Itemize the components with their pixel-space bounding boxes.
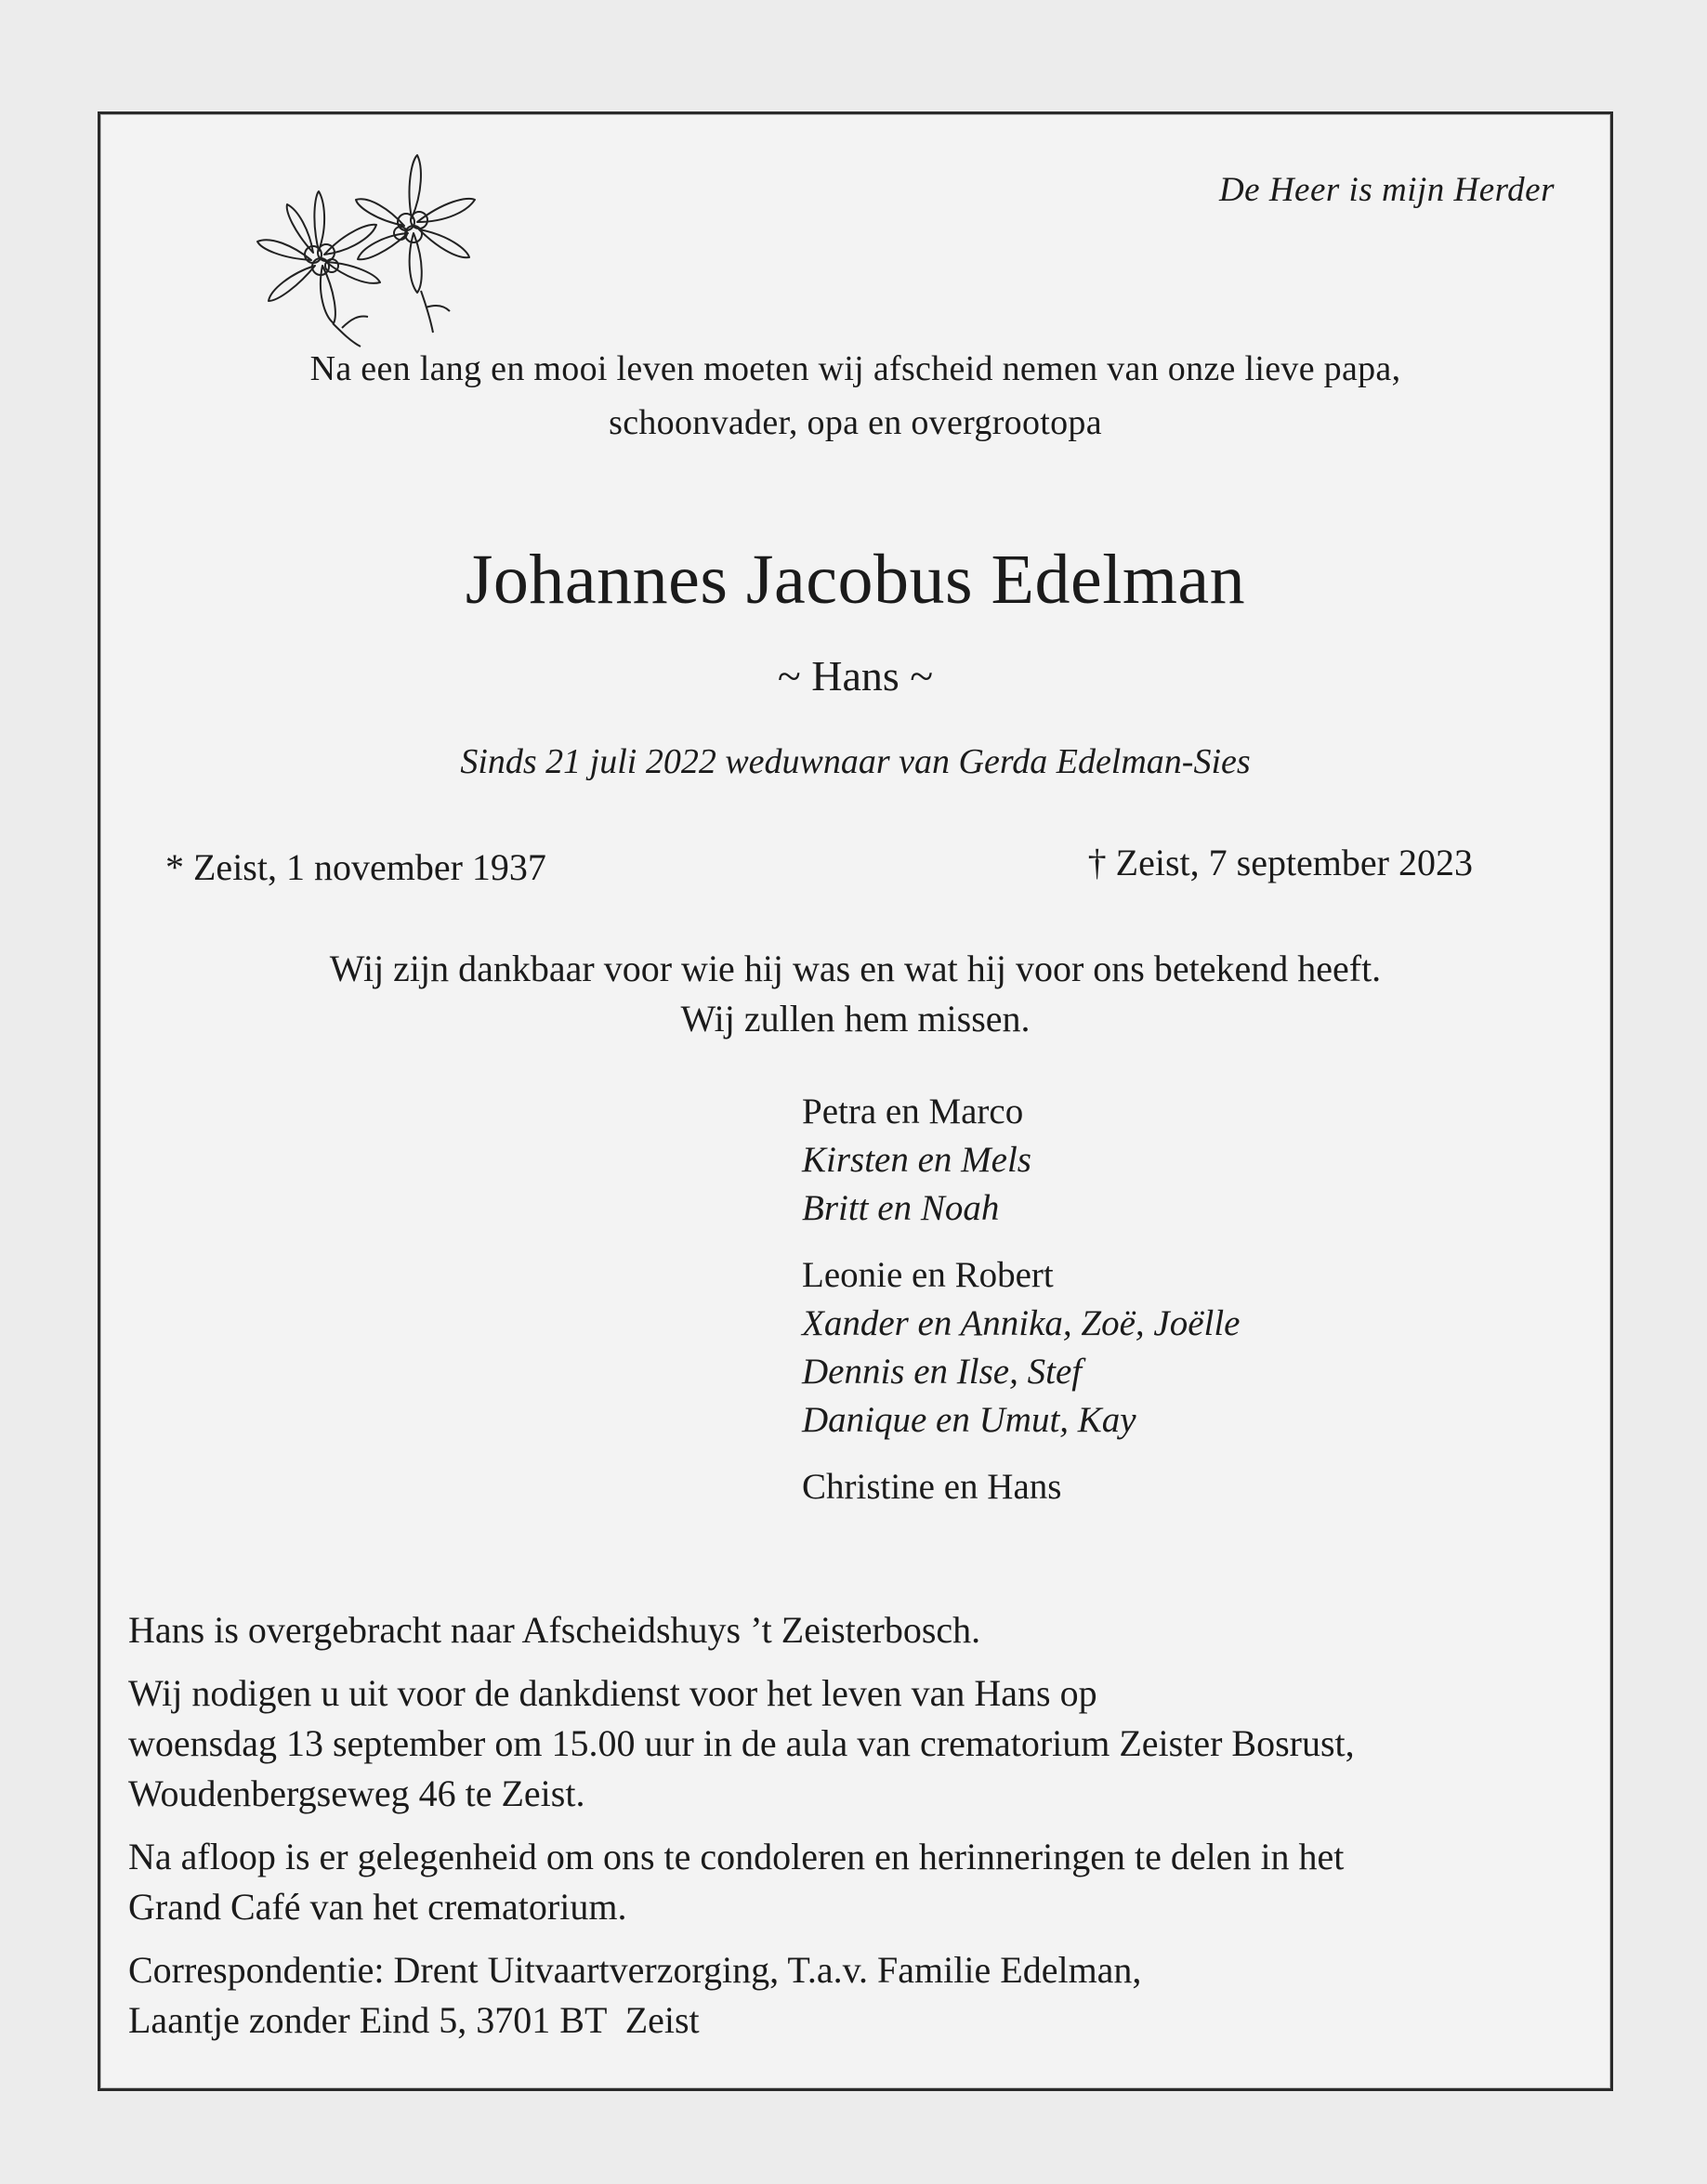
intro-line: Na een lang en mooi leven moeten wij afscheid nemen van onze lieve papa,: [309, 349, 1401, 388]
correspondence-line: Correspondentie: Drent Uitvaartverzorging, T.a.v. Familie Edelman,: [128, 1949, 1142, 1991]
obituary-card: [98, 111, 1613, 2091]
family-list: [802, 1088, 1241, 1530]
family-member: Kirsten en Mels: [802, 1140, 1031, 1180]
nickname: ~ Hans ~: [777, 652, 934, 700]
condolence-text: [128, 1832, 1587, 1932]
motto: De Heer is mijn Herder: [1218, 171, 1555, 209]
family-group: [802, 1088, 1241, 1233]
service-info: [128, 1605, 1587, 2059]
transfer-line: Hans is overgebracht naar Afscheidshuys ’t Zeisterbosch.: [128, 1609, 981, 1651]
widower-note: Sinds 21 juli 2022 weduwnaar van Gerda Edelman-Sies: [460, 742, 1251, 781]
intro-text: [100, 342, 1610, 450]
family-member: Dennis en Ilse, Stef: [802, 1352, 1083, 1392]
service-line: woensdag 13 september om 15.00 uur in de aula van crematorium Zeister Bosrust,: [128, 1722, 1355, 1764]
death-date: † Zeist, 7 september 2023: [1087, 842, 1473, 883]
edelweiss-flowers-icon: [212, 133, 519, 356]
family-head: Petra en Marco: [802, 1092, 1024, 1131]
thanks-text: [100, 944, 1610, 1044]
correspondence-text: [128, 1945, 1587, 2046]
correspondence-line: Laantje zonder Eind 5, 3701 BT Zeist: [128, 1999, 700, 2041]
family-head: Christine en Hans: [802, 1467, 1062, 1507]
condolence-line: Na afloop is er gelegenheid om ons te condoleren en herinneringen te delen in het: [128, 1836, 1345, 1877]
family-member: Britt en Noah: [802, 1188, 1000, 1228]
family-group: [802, 1251, 1241, 1445]
condolence-line: Grand Café van het crematorium.: [128, 1886, 627, 1928]
family-group: [802, 1463, 1241, 1511]
thanks-line: Wij zijn dankbaar voor wie hij was en wat hij voor ons betekend heeft.: [329, 948, 1382, 989]
family-member: Xander en Annika, Zoë, Joëlle: [802, 1303, 1241, 1343]
intro-line: schoonvader, opa en overgrootopa: [609, 403, 1102, 442]
thanks-line: Wij zullen hem missen.: [680, 998, 1031, 1040]
deceased-name: Johannes Jacobus Edelman: [465, 541, 1246, 619]
family-member: Danique en Umut, Kay: [802, 1400, 1136, 1440]
service-line: Wij nodigen u uit voor de dankdienst voor het leven van Hans op: [128, 1672, 1097, 1714]
service-text: [128, 1668, 1587, 1819]
family-head: Leonie en Robert: [802, 1255, 1054, 1295]
birth-date: * Zeist, 1 november 1937: [165, 846, 546, 888]
service-line: Woudenbergseweg 46 te Zeist.: [128, 1772, 585, 1814]
transfer-text: [128, 1605, 1587, 1655]
